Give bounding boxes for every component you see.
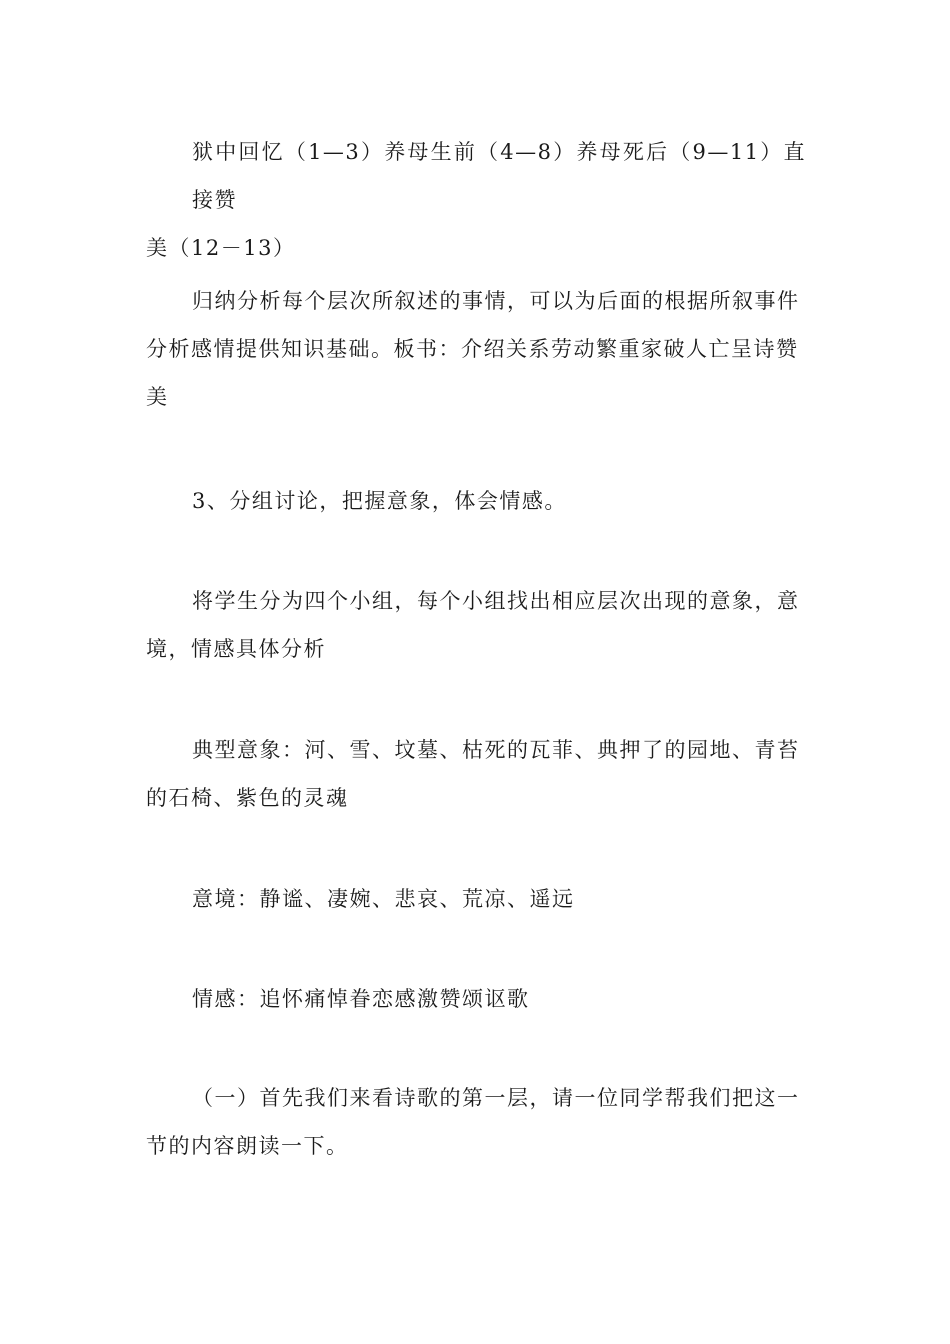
text-line: 将学生分为四个小组，每个小组找出相应层次出现的意象，意 bbox=[192, 589, 800, 613]
text-line: 节的内容朗读一下。 bbox=[146, 1134, 349, 1158]
text-line: 美 bbox=[146, 385, 169, 409]
text-line: 狱中回忆（1—3）养母生前（4—8）养母死后（9—11）直接赞 bbox=[192, 140, 806, 212]
text-line: （一）首先我们来看诗歌的第一层，请一位同学帮我们把这一 bbox=[192, 1086, 800, 1110]
paragraph-emotion bbox=[146, 975, 806, 1023]
text-line: 美（12－13） bbox=[146, 236, 296, 260]
paragraph-group-task bbox=[146, 577, 806, 673]
text-line: 典型意象：河、雪、坟墓、枯死的瓦菲、典押了的园地、青苔 bbox=[192, 738, 800, 762]
text-line: 3、分组讨论，把握意象，体会情感。 bbox=[192, 489, 567, 513]
paragraph-first-layer bbox=[146, 1074, 806, 1170]
text-line: 分析感情提供知识基础。板书：介绍关系劳动繁重家破人亡呈诗赞 bbox=[146, 337, 799, 361]
paragraph-structure-summary bbox=[146, 128, 806, 272]
text-line: 归纳分析每个层次所叙述的事情，可以为后面的根据所叙事件 bbox=[192, 289, 800, 313]
paragraph-analysis-note bbox=[146, 277, 806, 421]
text-line: 的石椅、紫色的灵魂 bbox=[146, 786, 349, 810]
text-line: 境，情感具体分析 bbox=[146, 637, 326, 661]
paragraph-typical-imagery bbox=[146, 726, 806, 822]
text-line: 意境：静谧、凄婉、悲哀、荒凉、遥远 bbox=[192, 887, 575, 911]
paragraph-step-3-heading bbox=[146, 477, 806, 525]
text-line: 情感：追怀痛悼眷恋感激赞颂讴歌 bbox=[192, 987, 530, 1011]
paragraph-mood bbox=[146, 875, 806, 923]
